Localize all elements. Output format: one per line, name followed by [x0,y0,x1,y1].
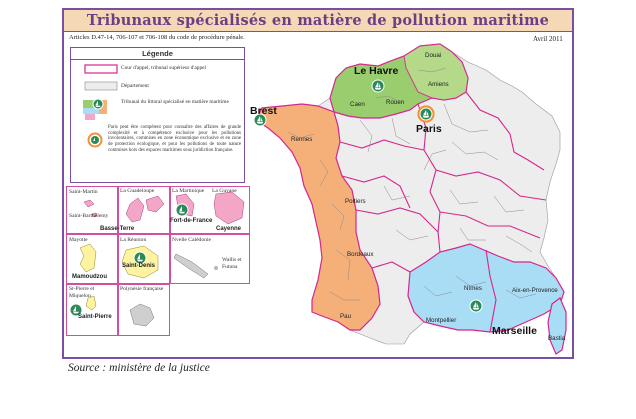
label-nouvelle-caledonie: Nvelle Calédonie [172,237,211,243]
label-martinique: La Martinique [172,188,205,194]
city-le-havre: Le Havre [354,65,399,77]
city-paris: Paris [416,123,442,135]
city-pau: Pau [340,313,352,320]
department-swatch [85,82,117,90]
label-polynesie: Polynésie française [120,286,164,292]
paris-ring-legend-icon [89,134,102,147]
label-mamoudzou: Mamoudzou [72,274,107,280]
label-spm: St-Pierre et Miquelon [69,286,95,299]
label-cayenne: Cayenne [216,226,242,232]
legend-box [70,47,245,183]
city-douai: Douai [425,52,442,59]
ship-tribunal-icon-marseille [470,300,482,312]
label-saint-barthelemy: Saint-Barthélemy [69,213,109,219]
label-guyane: La Guyane [212,188,237,194]
label-saint-martin: Saint-Martin [69,189,98,195]
legend-paris-note: Paris peut être compétent pour connaître des affaires de grande complexité et à compétence exclusive pour les pollutions involontaires, commises en zone économique exclusive et en zone de protection écologique, et pour les pollutions de toute nature commises hors des espaces maritimes sous juridiction française. [108,125,241,153]
city-rennes: Rennes [291,136,313,143]
city-montpellier: Montpellier [426,317,457,324]
legend-tribunal-label: Tribunal du littoral spécialisé en matière maritime [121,99,229,105]
label-saint-denis: Saint-Denis [122,263,156,269]
city-marseille: Marseille [492,325,537,337]
date-label: Avril 2011 [533,35,563,43]
city-aix-en-provence: Aix-en-Provence [512,287,558,294]
label-mayotte: Mayotte [69,237,88,243]
overseas-panel [66,186,250,336]
label-saint-pierre: Saint-Pierre [78,314,112,320]
articles-note: Articles D.47-14, 706-107 et 706-108 du code de procédure pénale. [69,34,245,41]
label-reunion: La Réunion [120,237,147,243]
label-basse-terre: Basse-Terre [100,226,135,232]
label-wallis-futuna: Wallis et Futuna [222,257,242,270]
ship-tribunal-icon-le-havre [372,80,384,92]
map-title: Tribunaux spécialisés en matière de pollution maritime [86,12,550,29]
city-poitiers: Poitiers [345,198,366,205]
city-caen: Caen [350,101,365,108]
legend-court-label: Cour d'appel, tribunal supérieur d'appel [121,65,207,71]
ship-tribunal-icon [93,99,103,109]
ship-tribunal-icon-fort-de-france [176,204,188,216]
city-bordeaux: Bordeaux [347,251,374,258]
court-swatch [85,65,117,73]
city-brest: Brest [250,105,277,117]
city-amiens: Amiens [428,81,449,88]
city-nimes: Nîmes [464,285,482,292]
source-caption: Source : ministère de la justice [68,362,210,374]
legend-title: Légende [71,48,244,60]
city-bastia: Bastia [548,335,566,342]
label-guadeloupe: La Guadeloupe [120,188,155,194]
city-rouen: Rouen [386,99,405,106]
label-fort-de-france: Fort-de-France [170,218,213,224]
paris-ring-icon [419,107,434,122]
legend-department-label: Département [121,83,149,89]
